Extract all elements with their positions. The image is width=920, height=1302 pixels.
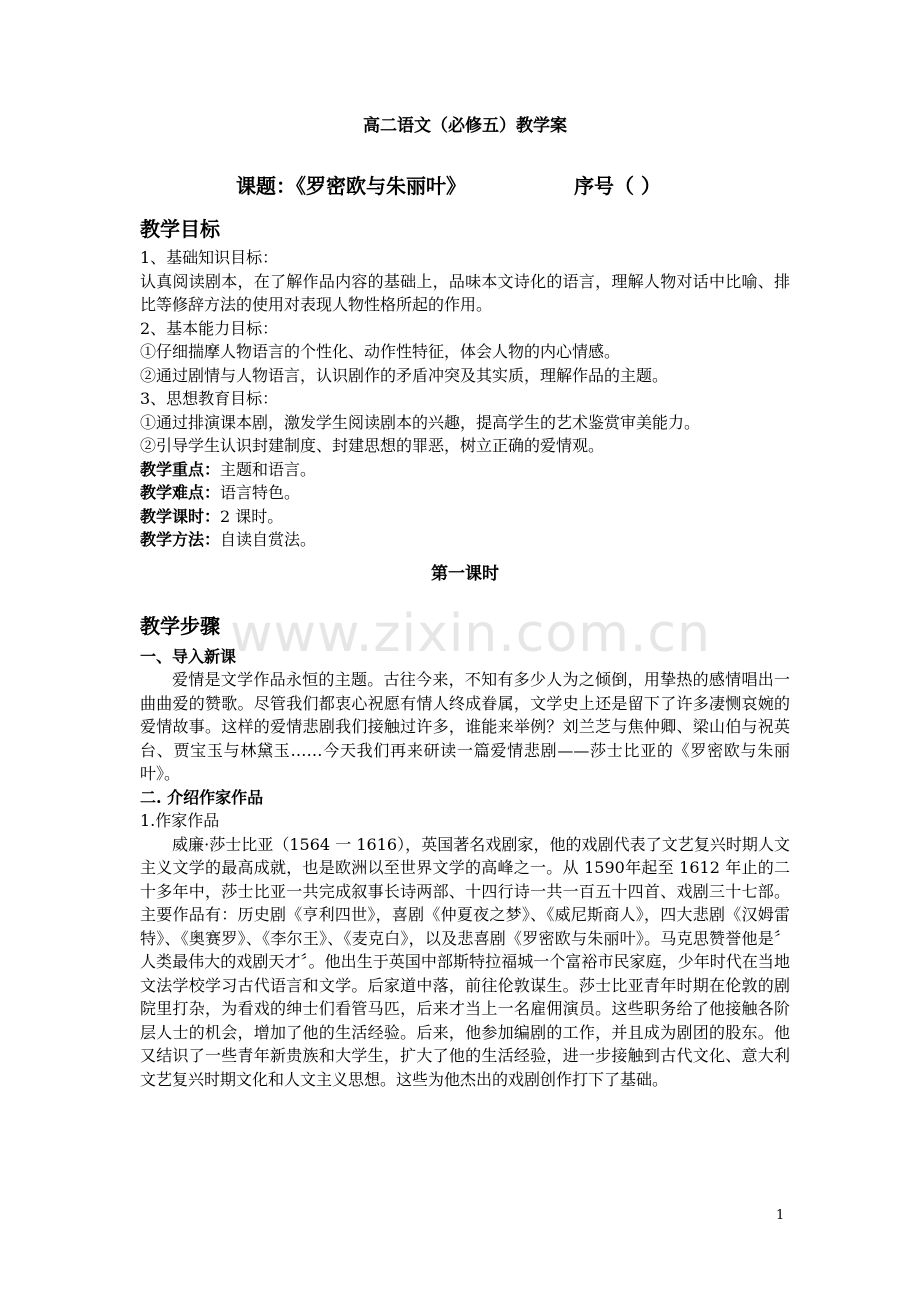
step-2-title: 二. 介绍作家作品 xyxy=(140,787,264,807)
key-point-label: 教学重点： xyxy=(140,459,221,479)
document-title: 高二语文（必修五）教学案 xyxy=(363,116,567,136)
difficulty-label: 教学难点： xyxy=(140,483,221,502)
teaching-method-label: 教学方法： xyxy=(140,530,221,549)
step-2-text: 威廉·莎士比亚（1564 一 1616），英国著名戏剧家，他的戏剧代表了文艺复兴时期人文主义文学的最高成就，也是欧洲以至世界文学的高峰之一。从 1590年起至 1612 年止的二十多年中，莎士比亚一共完成叙事长诗两部、十四行诗一共一百五十四首、戏剧三十七部。主要作品有：历史剧《亨利四世》，喜剧《仲夏夜之梦》、《威尼斯商人》，四大悲剧《汉姆雷特》、《奥赛罗》、《李尔王》、《麦克白》，以及悲喜剧《罗密欧与朱丽叶》。马克思赞誉他是〞人类最伟大的戏剧天才〞。他出生于英国中部斯特拉福城一个富裕市民家庭，少年时代在当地文法学校学习古代语言和文学。后家道中落，前往伦敦谋生。莎士比亚青年时期在伦敦的剧院里打杂，为看戏的绅士们看管马匹，后来才当上一名雇佣演员。这些职务给了他接触各阶层人士的机会，增加了他的生活经验。后来，他参加编剧的工作，并且成为剧团的股东。他又结识了一些青年新贵族和大学生，扩大了他的生活经验，进一步接触到古代文化、意大利文艺复兴时期文化和人文主义思想。这些为他杰出的戏剧创作打下了基础。 xyxy=(140,834,790,1089)
teaching-method xyxy=(140,528,790,552)
lesson-header xyxy=(140,170,790,202)
objective-2a: ①仔细揣摩人物语言的个性化、动作性特征，体会人物的内心情感。 xyxy=(140,342,621,361)
lesson-sequence: 序号（ ） xyxy=(574,174,661,198)
step-1-text: 爱情是文学作品永恒的主题。古往今来，不知有多少人为之倾倒，用挚热的感情唱出一曲曲爱的赞歌。尽管我们都衷心祝愿有情人终成眷属，文学史上还是留下了许多凄恻哀婉的爱情故事。这样的爱情悲剧我们接触过许多，谁能来举例？刘兰芝与焦仲卿、梁山伯与祝英台、贾宝玉与林黛玉……今天我们再来研读一篇爱情悲剧——莎士比亚的《罗密欧与朱丽叶》。 xyxy=(140,670,790,783)
first-lesson-heading: 第一课时 xyxy=(431,563,499,584)
objective-3a: ①通过排演课本剧，激发学生阅读剧本的兴趣，提高学生的艺术鉴赏审美能力。 xyxy=(140,412,701,432)
objective-3-title: 3、思想教育目标： xyxy=(140,389,279,408)
lesson-topic: 课题：《罗密欧与朱丽叶》 xyxy=(236,174,466,198)
watermark: www.zixin.com.cn xyxy=(230,604,711,664)
step-2-subtitle: 1.作家作品 xyxy=(140,811,220,830)
class-hours-label: 教学课时： xyxy=(140,506,221,526)
objective-1-title: 1、基础知识目标： xyxy=(140,248,279,267)
teaching-method-value: 自读自赏法。 xyxy=(220,530,317,549)
objectives-heading: 教学目标 xyxy=(140,217,220,241)
key-point-value: 主题和语言。 xyxy=(220,459,317,479)
steps-heading: 教学步骤 xyxy=(140,613,220,638)
class-hours xyxy=(140,505,790,529)
key-point xyxy=(140,458,790,482)
difficulty xyxy=(140,481,790,505)
step-1-title: 一、导入新课 xyxy=(140,646,237,666)
difficulty-value: 语言特色。 xyxy=(220,483,301,502)
objective-3b: ②引导学生认识封建制度、封建思想的罪恶，树立正确的爱情观。 xyxy=(140,436,605,455)
objective-1-text: 认真阅读剧本，在了解作品内容的基础上，品味本文诗化的语言，理解人物对话中比喻、排比等修辞方法的使用对表现人物性格所起的作用。 xyxy=(140,271,790,314)
document-content xyxy=(140,112,790,1091)
objective-2-title: 2、基本能力目标： xyxy=(140,318,279,338)
class-hours-value: 2 课时。 xyxy=(220,506,284,526)
objective-2b: ②通过剧情与人物语言，认识剧作的矛盾冲突及其实质，理解作品的主题。 xyxy=(140,365,669,385)
page-number: 1 xyxy=(776,1208,785,1223)
